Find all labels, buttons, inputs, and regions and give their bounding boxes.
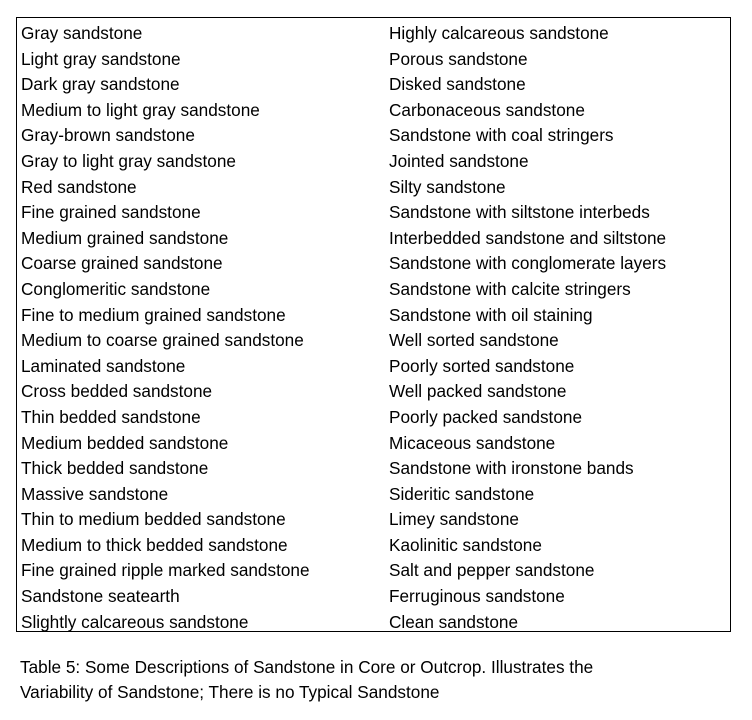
table-cell: Ferruginous sandstone	[389, 586, 565, 607]
table-cell: Porous sandstone	[389, 48, 528, 69]
table-cell: Poorly packed sandstone	[389, 406, 583, 427]
table-cell: Well packed sandstone	[389, 381, 567, 402]
right-column	[389, 21, 666, 635]
table-cell: Micaceous sandstone	[389, 432, 556, 453]
table-cell: Fine grained ripple marked sandstone	[21, 560, 310, 581]
table-cell: Fine to medium grained sandstone	[21, 304, 286, 325]
table-cell: Clean sandstone	[389, 611, 518, 632]
table-cell: Disked sandstone	[389, 74, 526, 95]
table-cell: Sideritic sandstone	[389, 483, 535, 504]
table-cell: Sandstone with coal stringers	[389, 125, 614, 146]
table-cell: Poorly sorted sandstone	[389, 355, 575, 376]
table-cell: Thin bedded sandstone	[21, 406, 201, 427]
table-cell: Sandstone with calcite stringers	[389, 278, 631, 299]
table-cell: Light gray sandstone	[21, 48, 181, 69]
caption-line-2: Variability of Sandstone; There is no Typical Sandstone	[20, 682, 440, 702]
table-cell: Sandstone with conglomerate layers	[389, 253, 667, 274]
caption-line-1: Table 5: Some Descriptions of Sandstone in Core or Outcrop. Illustrates the	[20, 657, 594, 677]
table-cell: Medium to light gray sandstone	[21, 99, 260, 120]
table-cell: Gray to light gray sandstone	[21, 150, 236, 171]
table-cell: Conglomeritic sandstone	[21, 278, 211, 299]
table-caption	[20, 655, 735, 705]
table-cell: Salt and pepper sandstone	[389, 560, 595, 581]
table-cell: Medium to coarse grained sandstone	[21, 330, 304, 351]
table-cell: Interbedded sandstone and siltstone	[389, 227, 667, 248]
table-cell: Carbonaceous sandstone	[389, 99, 585, 120]
table-cell: Thick bedded sandstone	[21, 458, 209, 479]
left-column	[21, 21, 310, 635]
table-cell: Thin to medium bedded sandstone	[21, 509, 286, 530]
table-cell: Kaolinitic sandstone	[389, 534, 542, 555]
table-cell: Highly calcareous sandstone	[389, 23, 609, 43]
table-cell: Sandstone with siltstone interbeds	[389, 202, 650, 223]
table-cell: Medium to thick bedded sandstone	[21, 534, 288, 555]
table-cell: Dark gray sandstone	[21, 74, 180, 95]
table-cell: Sandstone with ironstone bands	[389, 458, 634, 479]
table-cell: Well sorted sandstone	[389, 330, 559, 351]
table-cell: Cross bedded sandstone	[21, 381, 213, 402]
table-cell: Fine grained sandstone	[21, 202, 201, 223]
table-cell: Limey sandstone	[389, 509, 519, 530]
table-cell: Jointed sandstone	[389, 150, 529, 171]
table-cell: Medium grained sandstone	[21, 227, 229, 248]
table-cell: Sandstone seatearth	[21, 586, 180, 607]
table-cell: Gray-brown sandstone	[21, 125, 195, 146]
table-cell: Massive sandstone	[21, 483, 169, 504]
table-cell: Red sandstone	[21, 176, 137, 197]
table-cell: Coarse grained sandstone	[21, 253, 223, 274]
sandstone-descriptions-table	[16, 17, 731, 632]
table-cell: Silty sandstone	[389, 176, 506, 197]
table-cell: Sandstone with oil staining	[389, 304, 593, 325]
table-cell: Slightly calcareous sandstone	[21, 611, 249, 632]
table-cell: Laminated sandstone	[21, 355, 186, 376]
table-cell: Medium bedded sandstone	[21, 432, 229, 453]
table-cell: Gray sandstone	[21, 23, 143, 43]
